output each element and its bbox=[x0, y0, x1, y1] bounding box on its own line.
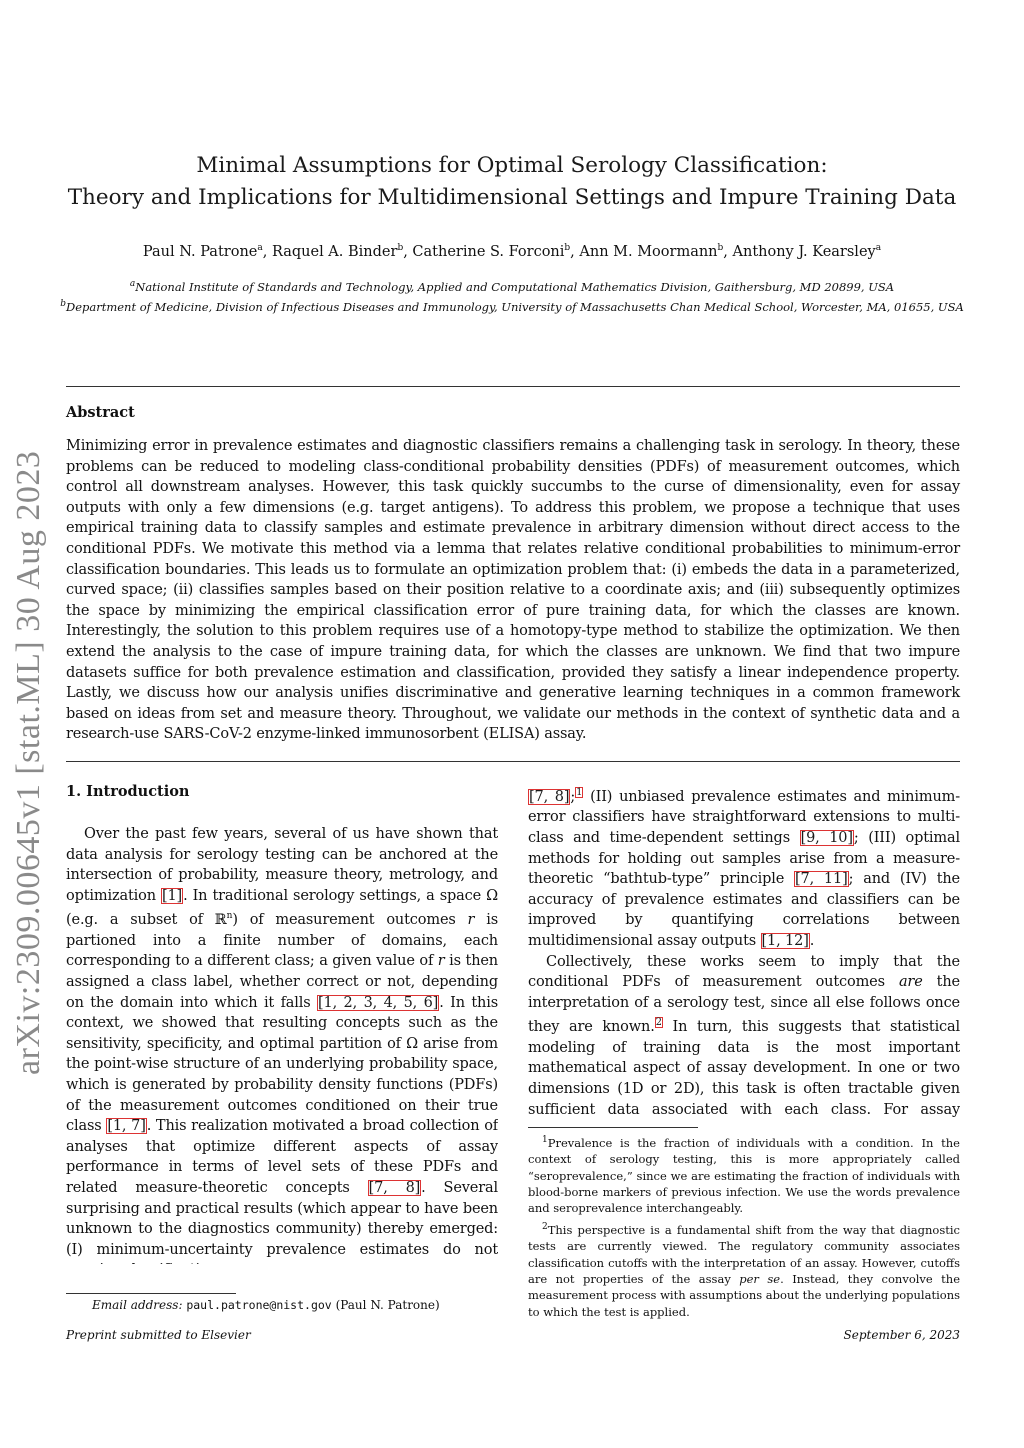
footnote-text: Prevalence is the fraction of individuals with a condition. In the context of serology testing, this is more appropriately called “seroprevalence,” since we are estimating the fraction of individuals with blood-borne markers of previous infection. We use the words prevalence and seroprevalence interchangeably. bbox=[528, 1135, 960, 1216]
author: Catherine S. Forconi bbox=[412, 243, 565, 260]
author-affiliation-mark: a bbox=[257, 243, 263, 253]
text-run: In turn, this suggests that statistical modeling of training data is the most important mathematical aspect of assay development. In one or two dimensions (1D or 2D), this task is often tractable given sufficient data associated with each class. For assay bbox=[528, 1019, 960, 1117]
citation-link[interactable]: [1, 12] bbox=[761, 932, 809, 949]
footnote-mark: 2 bbox=[542, 1221, 548, 1232]
text-run: (II) unbiased prevalence estimates and minimum-error classifiers have straightforward extensions to multi-class and time-dependent settings bbox=[528, 788, 960, 847]
text-run: is partioned into a finite number of domains, each corresponding to a different class; a given value of bbox=[66, 912, 498, 970]
corresponding-email bbox=[92, 1298, 440, 1312]
affiliation-a bbox=[60, 276, 964, 296]
abstract-bottom-rule bbox=[66, 761, 960, 762]
emphasis: per se bbox=[739, 1271, 781, 1286]
text-run: ; and (IV) the accuracy of prevalence estimates and classifiers can be improved by quantifying correlations between multidimensional assay outputs bbox=[528, 871, 960, 949]
text-run: the interpretation of a serology test, since all else follows once they are known. bbox=[528, 974, 960, 1036]
intro-paragraph-1-continued bbox=[528, 783, 960, 952]
footnotes bbox=[528, 1132, 960, 1322]
author-affiliation-mark: b bbox=[717, 243, 724, 253]
text-run: . In traditional serology settings, a space Ω (e.g. a subset of ℝ bbox=[66, 887, 498, 929]
abstract-body: Minimizing error in prevalence estimates and diagnostic classifiers remains a challenging task in serology. In theory, these problems can be reduced to modeling class-conditional probability densities (PDFs) of measurement outcomes, which control all downstream analyses. However, this task quickly succumbs to the curse of dimensionality, even for assay outputs with only a few dimensions (e.g. target antigens). To address this problem, we propose a technique that uses empirical training data to classify samples and estimate prevalence in arbitrary dimension without direct access to the conditional PDFs. We motivate this method via a lemma that relates relative conditional probabilities to minimum-error classification boundaries. This leads us to formulate an optimization problem that: (i) embeds the data in a parameterized, curved space; (ii) classifies samples based on their position relative to a coordinate axis; and (iii) subsequently optimizes the space by minimizing the empirical classification error of pure training data, for which the classes are known. Interestingly, the solution to this problem requires use of a homotopy-type method to stabilize the optimization. We then extend the analysis to the case of impure training data, for which the classes are unknown. We find that two impure datasets suffice for both prevalence estimation and classification, provided they satisfy a linear independence property. Lastly, we discuss how our analysis unifies discriminative and generative learning techniques in a common framework based on ideas from set and measure theory. Throughout, we validate our methods in the context of synthetic data and a research-use SARS-CoV-2 enzyme-linked immunosorbent (ELISA) assay. bbox=[66, 438, 960, 743]
abstract-top-rule bbox=[66, 386, 960, 387]
footnote-rule bbox=[528, 1127, 698, 1128]
author-list: Paul N. Patrone$^a$, Raquel A. Binder$^b$, Catherine S. Forconi$^b$, Ann M. Moormann$^b$, Anthony J. Kearsley$^a$ bbox=[142, 243, 882, 260]
text-run: ) of measurement outcomes bbox=[232, 912, 468, 929]
right-column bbox=[528, 783, 960, 1117]
superscript: n bbox=[226, 911, 233, 922]
author: Anthony J. Kearsley bbox=[732, 243, 876, 260]
title-line-1: Minimal Assumptions for Optimal Serology Classification: bbox=[196, 153, 828, 178]
affiliation-text: National Institute of Standards and Technology, Applied and Computational Mathematics Division, Gaithersburg, MD 20899, USA bbox=[135, 279, 895, 294]
text-run: . In this context, we showed that resulting concepts such as the sensitivity, specificity, and optimal partition of Ω arise from the point-wise structure of an underlying probability space, which is generated by probability density functions (PDFs) of the measurement outcomes conditioned on their true class bbox=[66, 994, 498, 1135]
citation-link[interactable]: [1, 2, 3, 4, 5, 6] bbox=[318, 994, 439, 1011]
citation-link[interactable]: [7, 11] bbox=[795, 871, 848, 888]
text-run: . bbox=[809, 932, 815, 949]
author-affiliation-mark: b bbox=[397, 243, 404, 253]
footer-date: September 6, 2023 bbox=[843, 1328, 960, 1342]
footnote-text: . Instead, they convolve the measurement process with assumptions about the underlying populations to which the test is applied. bbox=[528, 1271, 961, 1319]
citation-link[interactable]: [1, 7] bbox=[107, 1118, 146, 1135]
email-label: Email address: bbox=[92, 1298, 183, 1312]
footnote-text: This perspective is a fundamental shift from the way that diagnostic tests are currently viewed. The regulatory community associates classification cutoffs with the interpretation of an assay. However, cutoffs are not properties of the assay bbox=[528, 1222, 960, 1286]
citation-link[interactable]: [7, 8] bbox=[368, 1179, 421, 1196]
left-column bbox=[66, 824, 498, 1264]
citation-link[interactable]: [7, 8] bbox=[529, 788, 570, 805]
affiliation-mark: a bbox=[129, 279, 136, 289]
footnote-link[interactable]: 1 bbox=[576, 787, 583, 798]
text-run: ; (III) optimal methods for holding out samples arise from a measure-theoretic “bathtub-type” principle bbox=[528, 830, 960, 888]
text-run: ; bbox=[570, 788, 576, 805]
footer-preprint-note: Preprint submitted to Elsevier bbox=[66, 1328, 251, 1342]
email-footnote-rule bbox=[66, 1293, 236, 1294]
intro-paragraph-2 bbox=[528, 952, 960, 1117]
email-address[interactable]: paul.patrone@nist.gov bbox=[186, 1298, 332, 1312]
author: Ann M. Moormann bbox=[579, 243, 718, 260]
affiliation-text: Department of Medicine, Division of Infectious Diseases and Immunology, University of Massachusetts Chan Medical School, Worcester, MA, 01655, USA bbox=[65, 299, 964, 314]
arxiv-identifier: arXiv:2309.00645v1 [stat.ML] 30 Aug 2023 bbox=[10, 450, 47, 1075]
text-run: Over the past few years, several of us have shown that data analysis for serology testing can be anchored at the intersection of probability, measure theory, metrology, and optimization bbox=[66, 826, 498, 904]
footnote-1 bbox=[528, 1132, 960, 1217]
paper-title bbox=[60, 150, 964, 214]
section-heading-introduction: 1. Introduction bbox=[66, 783, 190, 800]
text-run: Collectively, these works seem to imply that the conditional PDFs of measurement outcomes bbox=[528, 953, 960, 991]
citation-link[interactable]: [9, 10] bbox=[800, 830, 853, 847]
author: Raquel A. Binder bbox=[271, 243, 398, 260]
abstract-heading: Abstract bbox=[66, 404, 135, 421]
author-affiliation-mark: a bbox=[875, 243, 882, 253]
footnote-2 bbox=[528, 1219, 960, 1320]
author: Paul N. Patrone bbox=[142, 243, 258, 260]
affiliation-mark: b bbox=[60, 298, 66, 309]
email-owner: (Paul N. Patrone) bbox=[335, 1298, 440, 1312]
footnote-link[interactable]: 2 bbox=[655, 1017, 662, 1029]
intro-paragraph-1 bbox=[66, 824, 498, 1264]
emphasis: are bbox=[898, 974, 923, 991]
text-run: is then assigned a class label, whether correct or not, depending on the domain into which it falls bbox=[66, 953, 498, 1011]
author-affiliation-mark: b bbox=[564, 243, 571, 253]
footnote-mark: 1 bbox=[542, 1135, 548, 1145]
text-run: . This realization motivated a broad collection of analyses that optimize different aspects of assay performance in terms of level sets of these PDFs and related measure-theoretic concepts bbox=[66, 1118, 498, 1196]
citation-link[interactable]: [1] bbox=[161, 887, 183, 904]
affiliations bbox=[60, 276, 964, 316]
math-variable: r bbox=[467, 912, 475, 929]
affiliation-b bbox=[60, 296, 964, 316]
text-run: . Several surprising and practical results (which appear to have been unknown to the diagnostics community) thereby emerged: (I) minimum-uncertainty prevalence estimates do not bbox=[66, 1179, 498, 1258]
title-line-2: Theory and Implications for Multidimensional Settings and Impure Training Data bbox=[67, 185, 957, 210]
math-variable: r bbox=[437, 953, 445, 970]
